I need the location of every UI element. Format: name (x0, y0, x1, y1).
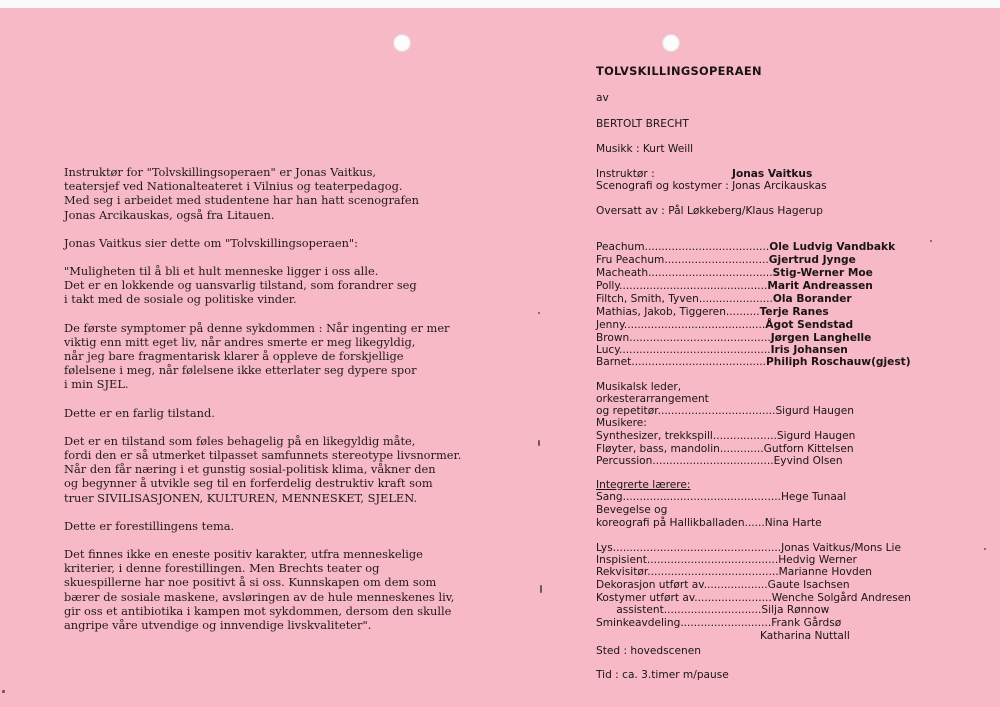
crew-dots: .................................................. (612, 542, 782, 554)
cast-dots: ..................................... (648, 267, 773, 279)
cast-row (596, 280, 873, 292)
cast-row (596, 332, 871, 344)
cast-role: Lucy (596, 344, 620, 356)
translation-credit: Oversatt av : Pål Løkkeberg/Klaus Hagerup (596, 205, 823, 217)
crew-role: Kostymer utført av (596, 592, 695, 604)
punch-hole-left (393, 34, 411, 52)
movement-row (596, 517, 822, 529)
crew-name: Hedvig Werner (778, 554, 857, 566)
music-leader-row (596, 405, 854, 417)
cast-row (596, 344, 848, 356)
cast-row (596, 306, 829, 318)
cast-actor: Philiph Roschauw(gjest) (766, 356, 911, 368)
cast-row (596, 293, 852, 305)
scan-top-edge (0, 0, 1000, 8)
musician-role: Fløyter, bass, mandolin (596, 443, 720, 455)
cast-role: Jenny (596, 319, 624, 331)
paragraph-quote-1: "Muligheten til å bli et hult menneske ligger i oss alle. Det er en lokkende og uansvarlig tilstand, som forandrer seg i takt med de sosiale og politiske vinder. (64, 264, 417, 307)
music-leader-dots: ................................... (657, 405, 776, 417)
scenography-text: Scenografi og kostymer : Jonas Arcikauskas (596, 180, 827, 192)
cast-dots: ..................................... (644, 241, 770, 253)
musician-name: Gutforn Kittelsen (763, 443, 854, 455)
crew-role: Lys (596, 542, 613, 554)
cast-role: Mathias, Jakob, Tiggeren (596, 306, 726, 318)
scan-speck (540, 585, 542, 593)
music-leader-name: Sigurd Haugen (775, 405, 854, 417)
cast-role: Polly (596, 280, 620, 292)
crew-dots: ................... (703, 579, 768, 591)
venue: Sted : hovedscenen (596, 645, 701, 657)
crew-role: Sminkeavdeling (596, 617, 681, 629)
cast-row (596, 241, 895, 253)
crew-dots: ........................... (680, 617, 772, 629)
musician-row (596, 455, 843, 467)
crew-name: Marianne Hovden (778, 566, 872, 578)
song-role: Sang (596, 491, 623, 503)
crew-row (596, 554, 857, 566)
cast-dots: .......................................... (623, 319, 766, 331)
cast-role: Barnet (596, 356, 632, 368)
music-heading-3: og repetitør (596, 405, 658, 417)
cast-role: Brown (596, 332, 630, 344)
music-heading-1: Musikalsk leder, (596, 381, 682, 393)
movement-name: Nina Harte (764, 517, 822, 529)
crew-row (596, 592, 911, 604)
cast-role: Fru Peachum (596, 254, 665, 266)
musicians-heading: Musikere: (596, 417, 647, 429)
song-dots: ............................................... (622, 491, 781, 503)
scan-speck (984, 548, 986, 550)
musician-dots: ................... (712, 430, 777, 442)
musician-name: Sigurd Haugen (776, 430, 856, 442)
crew-dots: ............................. (663, 604, 762, 616)
cast-row (596, 319, 853, 331)
musician-row (596, 443, 854, 455)
scenography-credit (596, 180, 827, 192)
cast-dots: .......... (725, 306, 760, 318)
cast-role: Macheath (596, 267, 649, 279)
crew-dots: ....................... (694, 592, 772, 604)
crew-row (596, 566, 872, 578)
crew-role: Inspisient (596, 554, 647, 566)
cast-row (596, 254, 856, 266)
crew-name: Frank Gårdsø (771, 617, 842, 629)
cast-actor: Ågot Sendstad (765, 319, 854, 331)
cast-actor: Ole Ludvig Vandbakk (769, 241, 896, 253)
duration: Tid : ca. 3.timer m/pause (596, 669, 729, 681)
crew-role: assistent (596, 604, 664, 616)
musician-row (596, 430, 855, 442)
crew-dots: ....................................... (647, 566, 779, 578)
musician-name: Eyvind Olsen (773, 455, 843, 467)
director-name: Jonas Vaitkus (732, 168, 813, 180)
cast-dots: ............................... (664, 254, 769, 266)
by-label: av (596, 92, 609, 104)
punch-hole-right (662, 34, 680, 52)
cast-actor: Terje Ranes (759, 306, 829, 318)
movement-line-1: Bevegelse og (596, 504, 668, 516)
scan-speck (930, 240, 932, 242)
cast-actor: Stig-Werner Moe (772, 267, 873, 279)
paragraph-quote-5: Dette er forestillingens tema. (64, 518, 235, 533)
cast-dots: .......................................... (629, 332, 771, 344)
cast-actor: Gjertrud Jynge (768, 254, 856, 266)
play-title: TOLVSKILLINGSOPERAEN (596, 64, 762, 78)
author-name: BERTOLT BRECHT (596, 118, 689, 130)
paragraph-quote-2: De første symptomer på denne sykdommen : Når ingenting er mer viktig enn mitt eget liv, når andres smerte er meg likegyldig, når jeg bare fragmentarisk klarer å oppleve de forskjellige følelsene i meg, når følelsene ikke etterlater seg dypere spor i min SJEL. (64, 320, 450, 392)
musician-dots: .................................... (652, 455, 774, 467)
song-name: Hege Tunaal (780, 491, 847, 503)
crew-role: Dekorasjon utført av (596, 579, 704, 591)
crew-role: Rekvisitør (596, 566, 648, 578)
music-heading-2: orkesterarrangement (596, 393, 709, 405)
cast-row (596, 356, 911, 368)
paragraph-quote-3: Dette er en farlig tilstand. (64, 405, 215, 420)
paragraph-quote-lead: Jonas Vaitkus sier dette om "Tolvskillingsoperaen": (64, 235, 358, 250)
scan-speck (538, 440, 540, 446)
crew-name: Jonas Vaitkus/Mons Lie (781, 542, 902, 554)
movement-dots: ...... (744, 517, 765, 529)
cast-row (596, 267, 873, 279)
music-credit: Musikk : Kurt Weill (596, 143, 694, 155)
cast-dots: ........................................ (631, 356, 767, 368)
director-statement (64, 165, 464, 632)
scan-speck (2, 690, 5, 693)
cast-actor: Jørgen Langhelle (770, 332, 872, 344)
song-row (596, 491, 846, 503)
crew-row (596, 604, 829, 616)
paragraph-quote-4: Det er en tilstand som føles behagelig på en likegyldig måte, fordi den er så utmerket tilpasset samfunnets stereotype livsnormer. Når den får næring i et gunstig sosial-politisk klima, våkner den og begynner å utvikle seg til en forferdelig destruktiv kraft som truer SIVILISASJONEN, KULTUREN, MENNESKET, SJELEN. (64, 433, 462, 505)
teachers-heading: Integrerte lærere: (596, 479, 691, 491)
director-label: Instruktør : (596, 168, 655, 180)
musician-dots: ............. (719, 443, 764, 455)
cast-dots: ............................................. (619, 344, 771, 356)
crew-name: Silja Rønnow (761, 604, 830, 616)
makeup-second-name: Katharina Nuttall (760, 630, 850, 642)
crew-name: Wenche Solgård Andresen (771, 592, 911, 604)
musician-role: Synthesizer, trekkspill (596, 430, 713, 442)
scan-speck (538, 312, 540, 314)
crew-row (596, 617, 841, 629)
crew-dots: ....................................... (646, 554, 779, 566)
cast-actor: Ola Borander (772, 293, 852, 305)
movement-role: koreografi på Hallikballaden (596, 517, 745, 529)
cast-dots: ...................... (698, 293, 773, 305)
paragraph-intro: Instruktør for "Tolvskillingsoperaen" er Jonas Vaitkus, teatersjef ved Nationalteateret i Vilnius og teaterpedagog. Med seg i arbeidet med studentene har han hatt scenografen Jonas Arcikauskas, også fra Litauen. (64, 165, 419, 222)
cast-actor: Iris Johansen (770, 344, 848, 356)
cast-actor: Marit Andreassen (767, 280, 873, 292)
crew-name: Gaute Isachsen (767, 579, 850, 591)
cast-role: Peachum (596, 241, 645, 253)
musician-role: Percussion (596, 455, 653, 467)
crew-row (596, 542, 901, 554)
crew-row (596, 579, 850, 591)
cast-role: Filtch, Smith, Tyven (596, 293, 699, 305)
cast-dots: ............................................ (619, 280, 768, 292)
paragraph-quote-6: Det finnes ikke en eneste positiv karakter, utfra menneskelige kriterier, i denne forestillingen. Men Brechts teater og skuespillerne har noe positivt å si oss. Kunnskapen om dem som bærer de sosiale maskene, avsløringen av de hule menneskenes liv, gir oss et antibiotika i kampen mot sykdommen, dersom den skulle angripe våre utvendige og innvendige livskvaliteter". (64, 547, 455, 633)
